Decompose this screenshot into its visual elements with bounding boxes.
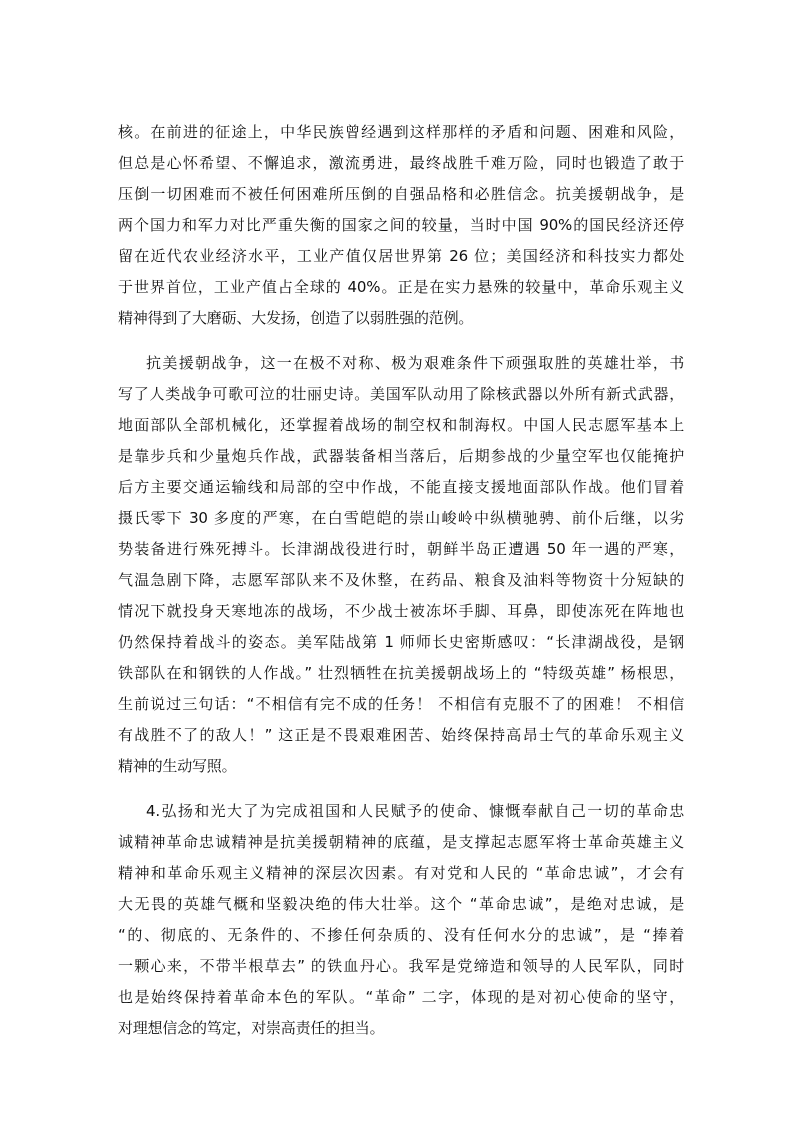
text-line: 留在近代农业经济水平，工业产值仅居世界第 26 位；美国经济和科技实力都处 [118, 247, 684, 265]
text-line: 压倒一切困难而不被任何困难所压倒的自强品格和必胜信念。抗美援朝战争，是 [118, 185, 684, 203]
text-line: 诚精神革命忠诚精神是抗美援朝精神的底蕴，是支撑起志愿军将士革命英雄主义 [118, 833, 684, 851]
text-line: 有战胜不了的敌人！” 这正是不畏艰难困苦、始终保持高昂士气的革命乐观主义 [118, 726, 684, 744]
text-line: 铁部队在和钢铁的人作战。” 壮烈牺牲在抗美援朝战场上的 “特级英雄” 杨根思， [118, 664, 684, 682]
text-line: 后方主要交通运输线和局部的空中作战，不能直接支援地面部队作战。他们冒着 [118, 478, 684, 496]
text-line: 核。在前进的征途上，中华民族曾经遇到这样那样的矛盾和问题、困难和风险， [118, 123, 684, 141]
text-line: 摄氏零下 30 多度的严寒，在白雪皑皑的崇山峻岭中纵横驰骋、前仆后继，以劣 [118, 509, 684, 527]
text-line: 精神得到了大磨砺、大发扬，创造了以弱胜强的范例。 [118, 309, 474, 327]
text-line: 抗美援朝战争，这一在极不对称、极为艰难条件下顽强取胜的英雄壮举，书 [146, 354, 684, 372]
text-line: 气温急剧下降，志愿军部队来不及休整，在药品、粮食及油料等物资十分短缺的 [118, 571, 684, 589]
paragraph-1 [118, 117, 684, 334]
text-line: 一颗心来，不带半根草去” 的铁血丹心。我军是党缔造和领导的人民军队，同时 [118, 957, 684, 975]
text-line: 但总是心怀希望、不懈追求，激流勇进，最终战胜千难万险，同时也锻造了敢于 [118, 154, 684, 172]
text-line: “的、彻底的、无条件的、不掺任何杂质的、没有任何水分的忠诚”，是 “捧着 [118, 926, 684, 944]
text-line: 于世界首位，工业产值占全球的 40%。正是在实力悬殊的较量中，革命乐观主义 [118, 278, 684, 296]
text-line: 对理想信念的笃定，对崇高责任的担当。 [118, 1019, 385, 1037]
text-line: 也是始终保持着革命本色的军队。“革命” 二字，体现的是对初心使命的坚守， [118, 988, 684, 1006]
text-line: 两个国力和军力对比严重失衡的国家之间的较量，当时中国 90%的国民经济还停 [118, 216, 684, 234]
text-line: 写了人类战争可歌可泣的壮丽史诗。美国军队动用了除核武器以外所有新式武器， [118, 385, 684, 403]
text-line: 生前说过三句话：“不相信有完不成的任务！ 不相信有克服不了的困难！ 不相信 [118, 695, 684, 713]
text-line: 精神和革命乐观主义精神的深层次因素。有对党和人民的 “革命忠诚”，才会有 [118, 864, 684, 882]
text-line: 是靠步兵和少量炮兵作战，武器装备相当落后，后期参战的少量空军也仅能掩护 [118, 447, 684, 465]
text-line: 情况下就投身天寒地冻的战场，不少战士被冻坏手脚、耳鼻，即使冻死在阵地也 [118, 602, 684, 620]
text-line: 地面部队全部机械化，还掌握着战场的制空权和制海权。中国人民志愿军基本上 [118, 416, 684, 434]
text-line: 精神的生动写照。 [118, 757, 237, 775]
paragraph-2 [118, 348, 684, 782]
text-line: 仍然保持着战斗的姿态。美军陆战第 1 师师长史密斯感叹：“长津湖战役，是钢 [118, 633, 684, 651]
text-line: 4.弘扬和光大了为完成祖国和人民赋予的使命、慷慨奉献自己一切的革命忠 [146, 802, 684, 820]
text-line: 大无畏的英雄气概和坚毅决绝的伟大壮举。这个 “革命忠诚”，是绝对忠诚，是 [118, 895, 684, 913]
paragraph-3 [118, 796, 684, 1044]
document-body [118, 117, 684, 1044]
text-line: 势装备进行殊死搏斗。长津湖战役进行时，朝鲜半岛正遭遇 50 年一遇的严寒， [118, 540, 684, 558]
